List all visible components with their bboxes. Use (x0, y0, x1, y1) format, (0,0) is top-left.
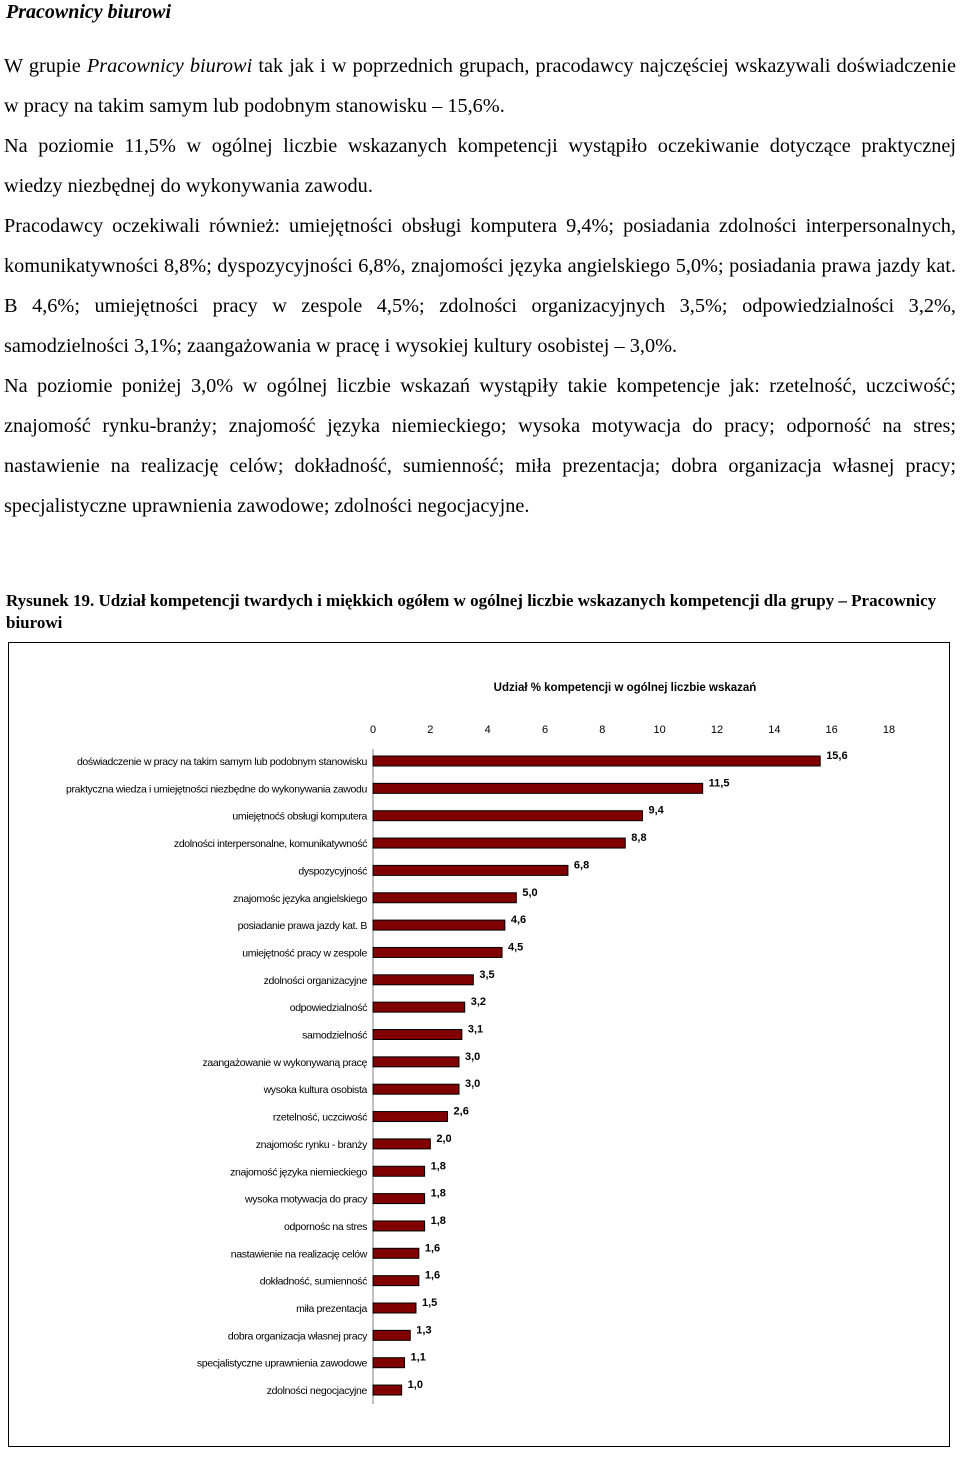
category-label: zdolności negocjacyjne (266, 1385, 367, 1398)
paragraph-1-rest: tak jak i w poprzednich grupach, pracodawcy najczęściej wskazywali doświadczenie w pracy na takim samym lub podobnym stanowisku – 15,6%. (4, 55, 956, 117)
category-label: wysoka kultura osobista (263, 1084, 367, 1097)
x-tick-label: 16 (825, 724, 838, 736)
paragraph-3: Pracodawcy oczekiwali również: umiejętności obsługi komputera 9,4%; posiadania zdolności interpersonalnych, komunikatywności 8,8%; dyspozycyjności 6,8%, znajomości języka angielskiego 5,0%; posiadania prawa jazdy kat. B 4,6%; umiejętności pracy w zespole 4,5%; zdolności organizacyjnych 3,5%; odpowiedzialności 3,2%, samodzielności 3,1%; zaangażowania w pracę i wysokiej kultury osobistej – 3,0%. (4, 215, 956, 357)
data-label: 5,0 (522, 886, 538, 899)
category-label: znajomośc języka angielskiego (232, 892, 367, 905)
bar (373, 1030, 462, 1040)
data-label: 6,8 (573, 859, 590, 872)
data-label: 2,6 (453, 1105, 469, 1118)
category-label: umiejętnoćś obsługi komputera (232, 810, 367, 823)
section-title: Pracownicy biurowi (6, 1, 172, 23)
category-label: dokładność, sumienność (259, 1275, 367, 1288)
category-label: praktyczna wiedza i umiejętności niezbędne do wykonywania zawodu (66, 783, 367, 796)
data-label: 3,5 (479, 968, 495, 981)
category-label: odpowiedzialność (289, 1002, 367, 1015)
bar (373, 1303, 416, 1313)
bar (373, 975, 473, 985)
data-label: 1,3 (416, 1324, 432, 1337)
body-text (4, 46, 956, 526)
bar (373, 865, 568, 875)
category-label: miła prezentacja (296, 1303, 367, 1315)
data-label: 3,1 (467, 1023, 484, 1036)
figure-caption: Rysunek 19. Udział kompetencji twardych i miękkich ogółem w ogólnej liczbie wskazanych kompetencji dla grupy – Pracownicy biurowi (6, 591, 937, 632)
category-labels (66, 756, 368, 1397)
bar (373, 1358, 405, 1368)
category-label: specjalistyczne uprawnienia zawodowe (196, 1357, 367, 1370)
data-label: 3,0 (465, 1078, 481, 1091)
data-label: 1,6 (424, 1269, 441, 1282)
bar (373, 1057, 459, 1067)
category-label: rzetelność, uczciwość (272, 1111, 367, 1124)
category-label: dobra organizacja własnej pracy (227, 1330, 367, 1343)
x-tick-label: 6 (541, 724, 549, 736)
bar (373, 1276, 419, 1286)
bar (373, 1002, 465, 1012)
category-label: dyspozycyjność (298, 865, 367, 878)
data-label: 9,4 (648, 804, 664, 817)
bar (373, 1166, 425, 1176)
data-label: 3,2 (470, 996, 487, 1009)
data-label: 15,6 (826, 750, 848, 762)
category-label: umiejętność pracy w zespole (242, 947, 367, 960)
paragraph-4: Na poziomie poniżej 3,0% w ogólnej liczbie wskazań wystąpiły takie kompetencje jak: rzetelność, uczciwość; znajomość rynku-branży; znajomość języka niemieckiego; wysoka motywacja do pracy; odporność na stres; nastawienie na realizację celów; dokładność, sumienność; miła prezentacja; dobra organizacja własnej pracy; specjalistyczne uprawnienia zawodowe; zdolności negocjacyjne. (4, 375, 956, 517)
category-label: znajomość języka niemieckiego (230, 1166, 367, 1179)
data-label: 2,0 (436, 1132, 452, 1145)
bars (373, 756, 820, 1395)
paragraph-2: Na poziomie 11,5% w ogólnej liczbie wskazanych kompetencji wystąpiło oczekiwanie dotyczące praktycznej wiedzy niezbędnej do wykonywania zawodu. (4, 135, 956, 197)
data-label: 1,8 (430, 1187, 446, 1200)
data-label: 8,8 (631, 832, 647, 845)
bar (373, 756, 820, 766)
category-label: doświadczenie w pracy na takim samym lub podobnym stanowisku (76, 756, 367, 768)
bar (373, 811, 642, 821)
data-label: 1,0 (407, 1379, 423, 1392)
bar (373, 1112, 448, 1122)
paragraph-1-prefix: W grupie (4, 55, 87, 77)
x-tick-label: 10 (653, 724, 666, 736)
bar (373, 1139, 430, 1149)
data-label: 4,6 (510, 914, 527, 927)
data-label: 3,0 (465, 1050, 481, 1063)
category-label: posiadanie prawa jazdy kat. B (237, 920, 367, 933)
x-tick-label: 0 (369, 724, 377, 736)
bar (373, 1194, 425, 1204)
bar-chart (9, 643, 949, 1446)
category-label: zdolności interpersonalne, komunikatywność (173, 838, 367, 851)
bar (373, 1248, 419, 1258)
chart-frame (8, 642, 950, 1447)
data-label: 1,1 (410, 1351, 426, 1364)
paragraph-1-italic: Pracownicy biurowi (86, 55, 253, 77)
data-label: 1,8 (430, 1160, 446, 1173)
data-label: 11,5 (708, 777, 730, 790)
x-tick-label: 12 (710, 724, 724, 736)
bar (373, 893, 516, 903)
bar (373, 838, 625, 848)
x-tick-label: 8 (599, 724, 606, 736)
bar (373, 920, 505, 930)
bar (373, 1330, 410, 1340)
category-label: nastawienie na realizację celów (230, 1248, 367, 1261)
x-tick-label: 14 (768, 724, 781, 736)
paragraph-1 (4, 46, 956, 126)
category-label: znajomośc rynku - branży (255, 1138, 367, 1151)
data-label: 4,5 (508, 941, 524, 954)
data-label: 1,8 (430, 1214, 446, 1227)
data-label: 1,6 (424, 1242, 441, 1255)
bar (373, 1221, 425, 1231)
category-label: zaangażowanie w wykonywaną pracę (202, 1056, 367, 1069)
category-label: zdolności organizacyjne (263, 974, 367, 987)
x-tick-label: 4 (484, 724, 491, 736)
category-label: odpornośc na stres (283, 1220, 367, 1233)
bar (373, 1084, 459, 1094)
bar (373, 783, 703, 793)
data-label: 1,5 (422, 1297, 438, 1309)
bar (373, 1385, 402, 1395)
category-label: samodzielność (302, 1029, 367, 1042)
bar (373, 947, 502, 957)
x-tick-label: 18 (882, 724, 896, 736)
chart-title: Udział % kompetencji w ogólnej liczbie wskazań (493, 682, 757, 694)
x-tick-label: 2 (427, 724, 434, 736)
category-label: wysoka motywacja do pracy (245, 1193, 367, 1206)
